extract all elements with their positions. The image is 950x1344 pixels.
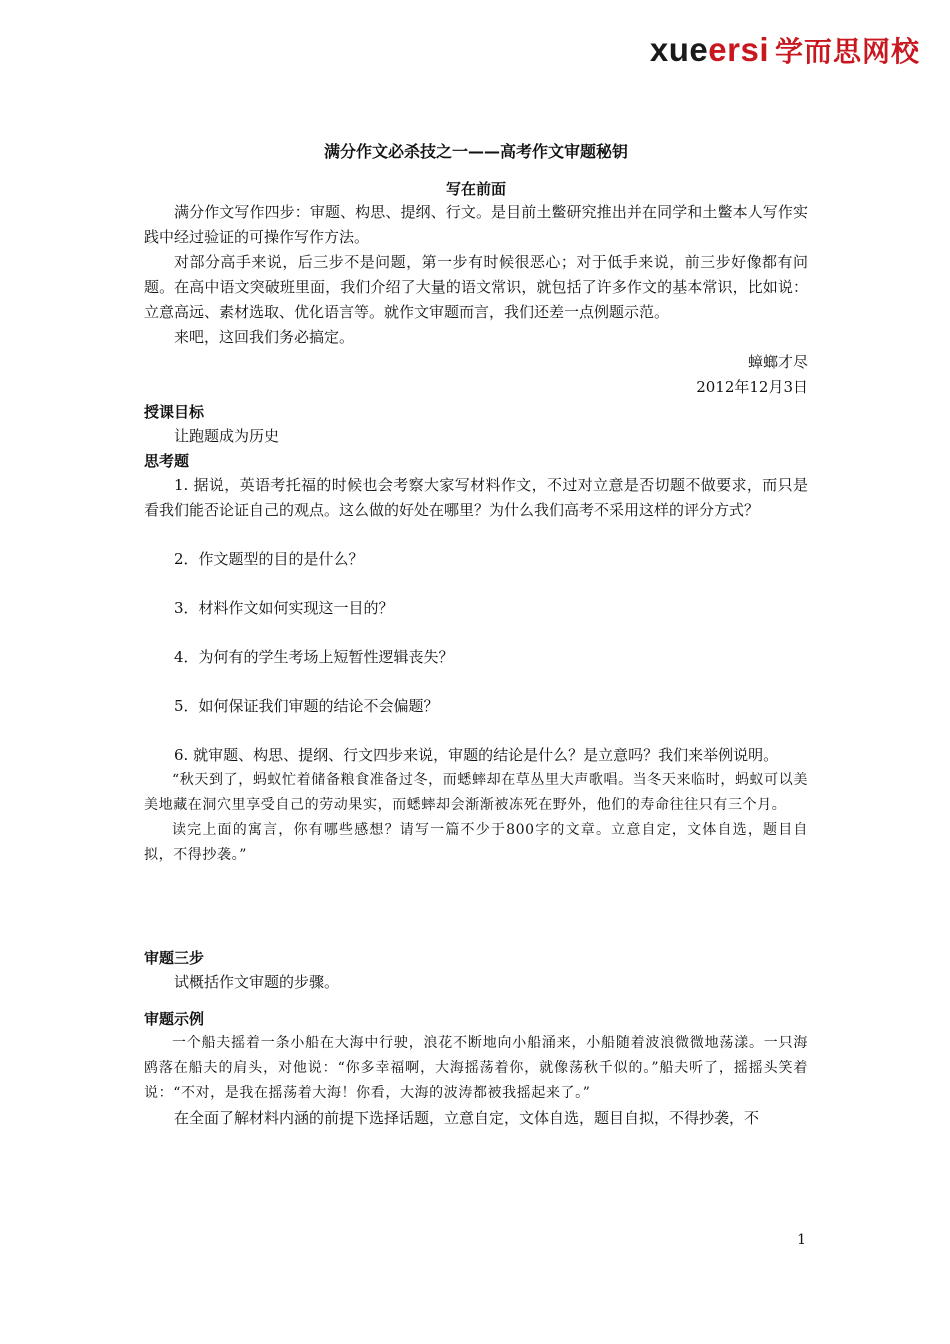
spacer xyxy=(144,572,808,596)
question-3: 3．材料作文如何实现这一目的？ xyxy=(174,599,394,617)
author-signature: 蟑螂才尽 xyxy=(747,353,808,371)
brand-logo xyxy=(650,30,920,66)
example-prompt: 在全面了解材料内涵的前提下选择话题，立意自定，文体自选，题目自拟，不得抄袭，不 xyxy=(174,1109,760,1127)
question-6: 6. 就审题、构思、提纲、行文四步来说，审题的结论是什么？是立意吗？我们来举例说明。 xyxy=(174,746,779,764)
question-4: 4．为何有的学生考场上短暂性逻辑丧失？ xyxy=(174,648,454,666)
spacer xyxy=(144,719,808,743)
fable-quote: “秋天到了，蚂蚁忙着储备粮食准备过冬，而蟋蟀却在草丛里大声歌唱。当冬天来临时，蚂蚁可以美美地藏在洞穴里享受自己的劳动果实，而蟋蟀却会渐渐被冻死在野外，他们的寿命往往只有三个月。 xyxy=(144,772,808,813)
document-date: 2012年12月3日 xyxy=(696,378,808,396)
section-subtitle: 写在前面 xyxy=(445,180,506,198)
page-number: 1 xyxy=(797,1232,806,1248)
example-heading: 审题示例 xyxy=(144,1010,205,1028)
document-body xyxy=(144,140,808,1131)
spacer xyxy=(144,621,808,645)
example-story: 一个船夫摇着一条小船在大海中行驶，浪花不断地向小船涌来，小船随着波浪微微地荡漾。一只海鸥落在船夫的肩头，对他说：“你多幸福啊，大海摇荡着你，就像荡秋千似的。”船夫听了，摇摇头笑着说：“不对，是我在摇荡着大海！你看，大海的波涛都被我摇起来了。” xyxy=(144,1035,808,1101)
fable-prompt: 读完上面的寓言，你有哪些感想？请写一篇不少于800字的文章。立意自定，文体自选，题目自拟，不得抄袭。” xyxy=(144,822,808,863)
question-5: 5．如何保证我们审题的结论不会偏题？ xyxy=(174,697,439,715)
steps-text: 试概括作文审题的步骤。 xyxy=(174,973,340,991)
logo-chinese: 学而思网校 xyxy=(774,36,920,67)
spacer xyxy=(144,670,808,694)
question-1: 1. 据说，英语考托福的时候也会考察大家写材料作文，不过对立意是否切题不做要求，而只是看我们能否论证自己的观点。这么做的好处在哪里？为什么我们高考不采用这样的评分方式？ xyxy=(144,476,808,519)
steps-heading: 审题三步 xyxy=(144,949,205,967)
spacer xyxy=(144,868,808,946)
logo-latin: xueersi xyxy=(649,31,769,68)
document-title: 满分作文必杀技之一——高考作文审题秘钥 xyxy=(323,142,628,161)
spacer xyxy=(144,523,808,547)
goal-heading: 授课目标 xyxy=(144,403,205,421)
intro-paragraph-3: 来吧，这回我们务必搞定。 xyxy=(174,328,355,346)
spacer xyxy=(144,995,808,1007)
goal-text: 让跑题成为历史 xyxy=(174,427,280,445)
questions-heading: 思考题 xyxy=(144,452,190,470)
intro-paragraph-2: 对部分高手来说，后三步不是问题，第一步有时候很恶心；对于低手来说，前三步好像都有问题。在高中语文突破班里面，我们介绍了大量的语文常识，就包括了许多作文的基本常识，比如说：立意高远、素材选取、优化语言等。就作文审题而言，我们还差一点例题示范。 xyxy=(144,253,808,321)
intro-paragraph-1: 满分作文写作四步：审题、构思、提纲、行文。是目前土鳖研究推出并在同学和土鳖本人写作实践中经过验证的可操作写作方法。 xyxy=(144,203,808,246)
question-2: 2．作文题型的目的是什么？ xyxy=(174,550,364,568)
